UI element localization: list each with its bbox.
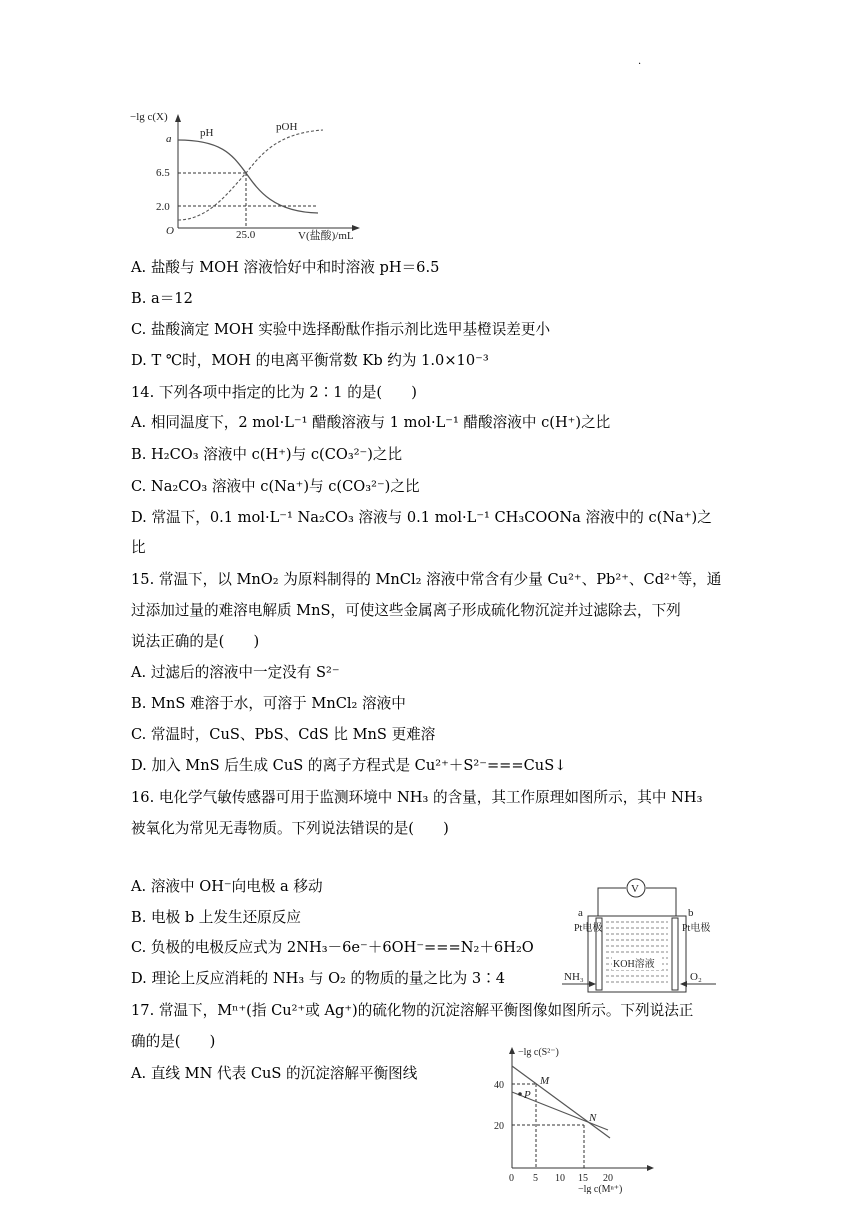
y-axis-label: −lg c(S²⁻) — [518, 1047, 559, 1058]
x-tick-0: 0 — [509, 1173, 514, 1184]
q15-stem-1: 15. 常温下，以 MnO₂ 为原料制得的 MnCl₂ 溶液中常含有少量 Cu²⁺、Pb²⁺、Cd²⁺等，通 — [131, 571, 722, 588]
q16-option-c: C. 负极的电极反应式为 2NH₃－6e⁻＋6OH⁻===N₂＋6H₂O — [131, 939, 534, 956]
nh3-label: NH₃ — [564, 971, 584, 983]
q13-option-c: C. 盐酸滴定 MOH 实验中选择酚酞作指示剂比选甲基橙误差更小 — [131, 321, 551, 338]
y-axis-label: −lg c(X) — [130, 111, 168, 123]
voltmeter-icon: V — [631, 883, 639, 895]
q16-stem-2: 被氧化为常见无毒物质。下列说法错误的是( ) — [131, 820, 449, 837]
y-tick-40: 40 — [494, 1080, 504, 1091]
x-axis-label: V(盐酸)/mL — [298, 230, 354, 242]
titration-figure — [128, 108, 408, 243]
q14-option-a: A. 相同温度下，2 mol·L⁻¹ 醋酸溶液与 1 mol·L⁻¹ 醋酸溶液中 c(H⁺)之比 — [131, 414, 611, 431]
q16-option-d: D. 理论上反应消耗的 NH₃ 与 O₂ 的物质的量之比为 3∶4 — [131, 970, 506, 987]
ph-curve — [178, 140, 318, 213]
solubility-figure — [488, 1044, 658, 1194]
q14-option-d: D. 常温下，0.1 mol·L⁻¹ Na₂CO₃ 溶液与 0.1 mol·L⁻¹ CH₃COONa 溶液中的 c(Na⁺)之 — [131, 509, 712, 526]
point-n-label: N — [589, 1112, 597, 1124]
point-m-label: M — [540, 1075, 550, 1087]
q17-option-a: A. 直线 MN 代表 CuS 的沉淀溶解平衡图线 — [131, 1065, 418, 1082]
x-axis-label: −lg c(Mⁿ⁺) — [578, 1184, 623, 1194]
q15-option-c: C. 常温时，CuS、PbS、CdS 比 MnS 更难溶 — [131, 726, 436, 743]
q17-stem-1: 17. 常温下，Mⁿ⁺(指 Cu²⁺或 Ag⁺)的硫化物的沉淀溶解平衡图像如图所示。下列说法正 — [131, 1002, 694, 1019]
q14-option-c: C. Na₂CO₃ 溶液中 c(Na⁺)与 c(CO₃²⁻)之比 — [131, 478, 420, 495]
q13-option-a: A. 盐酸与 MOH 溶液恰好中和时溶液 pH＝6.5 — [131, 259, 440, 276]
y-tick-a: a — [166, 133, 172, 145]
left-electrode-label: Pt电极 — [574, 923, 603, 934]
y-tick-2-0: 2.0 — [156, 201, 170, 213]
point-p — [518, 1092, 522, 1096]
page-mark: . — [638, 56, 642, 67]
q15-option-b: B. MnS 难溶于水，可溶于 MnCl₂ 溶液中 — [131, 695, 406, 712]
right-electrode — [672, 918, 678, 990]
q16-stem-1: 16. 电化学气敏传感器可用于监测环境中 NH₃ 的含量，其工作原理如图所示，其中 NH₃ — [131, 789, 703, 806]
q15-option-d: D. 加入 MnS 后生成 CuS 的离子方程式是 Cu²⁺＋S²⁻===CuS↓ — [131, 757, 567, 774]
q14-option-d-cont: 比 — [131, 539, 146, 556]
q16-option-a: A. 溶液中 OH⁻向电极 a 移动 — [131, 878, 323, 895]
ph-curve-label: pH — [200, 127, 214, 139]
y-tick-20: 20 — [494, 1121, 504, 1132]
x-tick-20: 20 — [603, 1173, 613, 1184]
electrode-b-label: b — [688, 907, 694, 919]
y-tick-6-5: 6.5 — [156, 167, 170, 179]
q15-stem-3: 说法正确的是( ) — [131, 633, 260, 650]
point-p-label: P — [524, 1089, 531, 1101]
right-electrode-label: Pt电极 — [682, 923, 711, 934]
q14-option-b: B. H₂CO₃ 溶液中 c(H⁺)与 c(CO₃²⁻)之比 — [131, 446, 403, 463]
origin-label: O — [166, 225, 174, 237]
x-tick-15: 15 — [578, 1173, 588, 1184]
q14-stem: 14. 下列各项中指定的比为 2∶1 的是( ) — [131, 384, 417, 401]
mn-line — [512, 1066, 610, 1138]
solution-label: KOH溶液 — [613, 959, 655, 970]
q13-option-d: D. T ℃时，MOH 的电离平衡常数 Kb 约为 1.0×10⁻³ — [131, 352, 489, 369]
o2-label: O₂ — [690, 971, 702, 983]
electrode-a-label: a — [578, 907, 583, 919]
q15-option-a: A. 过滤后的溶液中一定没有 S²⁻ — [131, 664, 340, 681]
x-tick-25: 25.0 — [236, 229, 256, 241]
x-tick-10: 10 — [555, 1173, 565, 1184]
q15-stem-2: 过添加过量的难溶电解质 MnS，可使这些金属离子形成硫化物沉淀并过滤除去，下列 — [131, 602, 681, 619]
q17-stem-2: 确的是( ) — [131, 1033, 216, 1050]
q16-option-b: B. 电极 b 上发生还原反应 — [131, 909, 301, 926]
poh-curve-label: pOH — [276, 121, 298, 133]
sensor-figure — [560, 876, 720, 994]
q13-option-b: B. a＝12 — [131, 290, 193, 307]
x-tick-5: 5 — [533, 1173, 538, 1184]
